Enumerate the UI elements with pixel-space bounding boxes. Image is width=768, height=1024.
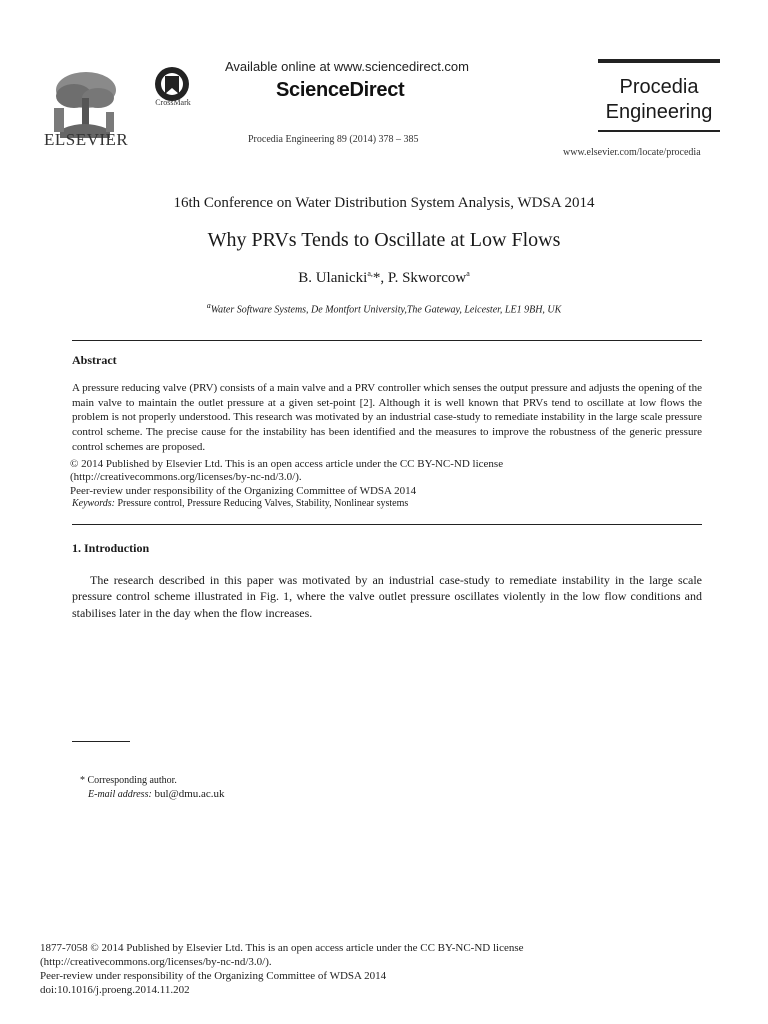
author-list: B. Ulanicki$^{a,}$*, P. Skworcow$^a$	[298, 269, 470, 286]
affiliation-text: Water Software Systems, De Montfort University,The Gateway, Leicester, LE1 9BH, UK	[210, 304, 562, 316]
affiliation	[0, 301, 768, 315]
sciencedirect-logo[interactable]: ScienceDirect	[276, 79, 405, 101]
corresponding-author-marker: *	[372, 270, 381, 286]
journal-reference: Procedia Engineering 89 (2014) 378 – 385	[248, 134, 419, 145]
conference-name: 16th Conference on Water Distribution System Analysis, WDSA 2014	[173, 195, 595, 211]
corresponding-author-note: * Corresponding author.	[80, 775, 177, 786]
author-name: P. Skworcow	[387, 270, 467, 286]
peer-review-notice: Peer-review under responsibility of the Organizing Committee of WDSA 2014	[70, 485, 417, 497]
footer-doi[interactable]: doi:10.1016/j.proeng.2014.11.202	[40, 984, 190, 996]
crossmark-label: CrossMark	[155, 98, 191, 107]
affiliation-marker: a	[206, 301, 211, 310]
section-paragraph: The research described in this paper was motivated by an industrial case-study to remediate instability in the large scale pressure control scheme illustrated in Fig. 1, where the valve outlet pressure oscillates violently in the low flow conditions and stabilises later in the day when the flow increases.	[72, 573, 702, 620]
author-name: B. Ulanicki	[298, 270, 368, 286]
email-address[interactable]: bul@dmu.ac.uk	[154, 788, 225, 800]
footer-peer-review: Peer-review under responsibility of the Organizing Committee of WDSA 2014	[40, 970, 387, 982]
keywords	[72, 498, 408, 509]
email-footnote	[88, 788, 225, 800]
journal-box-bottom-rule	[598, 130, 720, 132]
footnote-rule	[72, 741, 130, 742]
email-label: E-mail address:	[88, 789, 152, 800]
author-affiliation-marker: a,	[367, 269, 373, 278]
license-link[interactable]: (http://creativecommons.org/licenses/by-nc-nd/3.0/).	[70, 471, 302, 483]
journal-box-top-rule	[598, 59, 720, 63]
paper-title: Why PRVs Tends to Oscillate at Low Flows	[207, 229, 561, 251]
abstract-top-rule	[72, 340, 702, 341]
keywords-text: Pressure control, Pressure Reducing Valves, Stability, Nonlinear systems	[117, 498, 409, 509]
publisher-name: ELSEVIER	[44, 130, 129, 149]
journal-name-line1: Procedia	[619, 76, 699, 98]
author-affiliation-marker: a	[466, 269, 470, 278]
footer-copyright: 1877-7058 © 2014 Published by Elsevier Ltd. This is an open access article under the CC BY-NC-ND license	[40, 942, 524, 954]
available-online-text: Available online at www.sciencedirect.com	[225, 59, 469, 74]
section-heading: 1. Introduction	[72, 541, 150, 555]
abstract-bottom-rule	[72, 524, 702, 525]
copyright-notice: © 2014 Published by Elsevier Ltd. This is an open access article under the CC BY-NC-ND license	[70, 458, 504, 470]
keywords-label: Keywords:	[72, 498, 115, 509]
abstract-heading: Abstract	[72, 353, 117, 367]
journal-name-line2: Engineering	[605, 101, 713, 123]
abstract-text: A pressure reducing valve (PRV) consists of a main valve and a PRV controller which senses the output pressure and adjusts the opening of the main valve to maintain the outlet pressure at a given set-point [2]. Although it is well known that PRVs tend to oscillate at low flows the problem is not properly understood. This research was motivated by an industrial case-study to remediate instability in the large scale pressure control scheme. The precise cause for the instability has been identified and the measures to improve the robustness of the generic pressure control schemes are proposed.	[72, 382, 702, 453]
journal-url[interactable]: www.elsevier.com/locate/procedia	[563, 147, 701, 158]
footer-license-link[interactable]: (http://creativecommons.org/licenses/by-nc-nd/3.0/).	[40, 956, 272, 968]
